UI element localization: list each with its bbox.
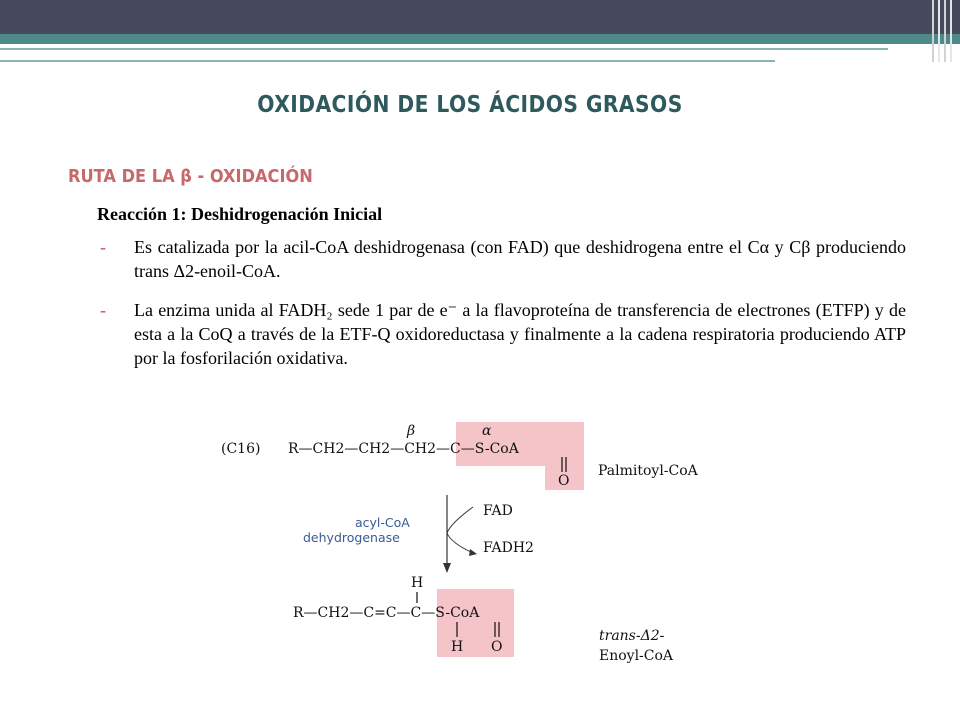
bullet-item — [100, 235, 906, 283]
slide-top-bar — [0, 0, 960, 34]
bullet-text: La enzima unida al FADH₂ sede 1 par de e⁻ a la flavoproteína de transferencia de electrones (ETFP) y de esta a la CoQ a través de la ETF-Q oxidoreductasa y finalmente a la cadena respiratoria produciendo ATP por la fosforilación oxidativa. — [134, 300, 906, 368]
product-name: trans-Δ2- — [599, 628, 665, 644]
product-carbonyl-oxygen: O — [491, 639, 503, 655]
bullet-marker: - — [100, 237, 106, 257]
cofactor-fadh2: FADH2 — [483, 540, 534, 556]
decorative-bar — [932, 0, 934, 62]
cofactor-fad: FAD — [483, 503, 513, 519]
beta-label: β — [407, 423, 416, 439]
decorative-bar — [938, 0, 940, 62]
alpha-label: α — [482, 423, 492, 439]
carbonyl-oxygen: O — [558, 473, 570, 489]
decorative-bar — [944, 0, 946, 62]
substrate-formula: R—CH2—CH2—CH2—C—S-CoA — [288, 441, 519, 457]
slide-subtitle: RUTA DE LA β - OXIDACIÓN — [68, 166, 313, 187]
decorative-line — [0, 60, 775, 62]
bullet-item — [100, 298, 906, 370]
enzyme-label: dehydrogenase — [303, 530, 400, 545]
product-name: Enoyl-CoA — [599, 648, 674, 664]
slide-title: OXIDACIÓN DE LOS ÁCIDOS GRASOS — [257, 92, 683, 118]
section-heading: Reacción 1: Deshidrogenación Inicial — [97, 204, 383, 224]
decorative-line — [0, 48, 888, 50]
substrate-name: Palmitoyl-CoA — [598, 463, 698, 479]
decorative-line — [300, 52, 890, 54]
slide-accent-band — [0, 34, 960, 44]
enzyme-label: acyl-CoA — [355, 515, 410, 530]
reaction-diagram — [215, 415, 755, 675]
product-hydrogen: H — [411, 575, 424, 591]
product-formula: R—CH2—C=C—C—S-CoA — [293, 605, 480, 621]
chain-length-label: (C16) — [221, 441, 261, 457]
bullet-text: Es catalizada por la acil-CoA deshidrogenasa (con FAD) que deshidrogena entre el Cα y Cβ produciendo trans Δ2-enoil-CoA. — [134, 237, 906, 281]
bullet-marker: - — [100, 300, 106, 320]
product-hydrogen: H — [451, 639, 464, 655]
decorative-bar — [950, 0, 952, 62]
